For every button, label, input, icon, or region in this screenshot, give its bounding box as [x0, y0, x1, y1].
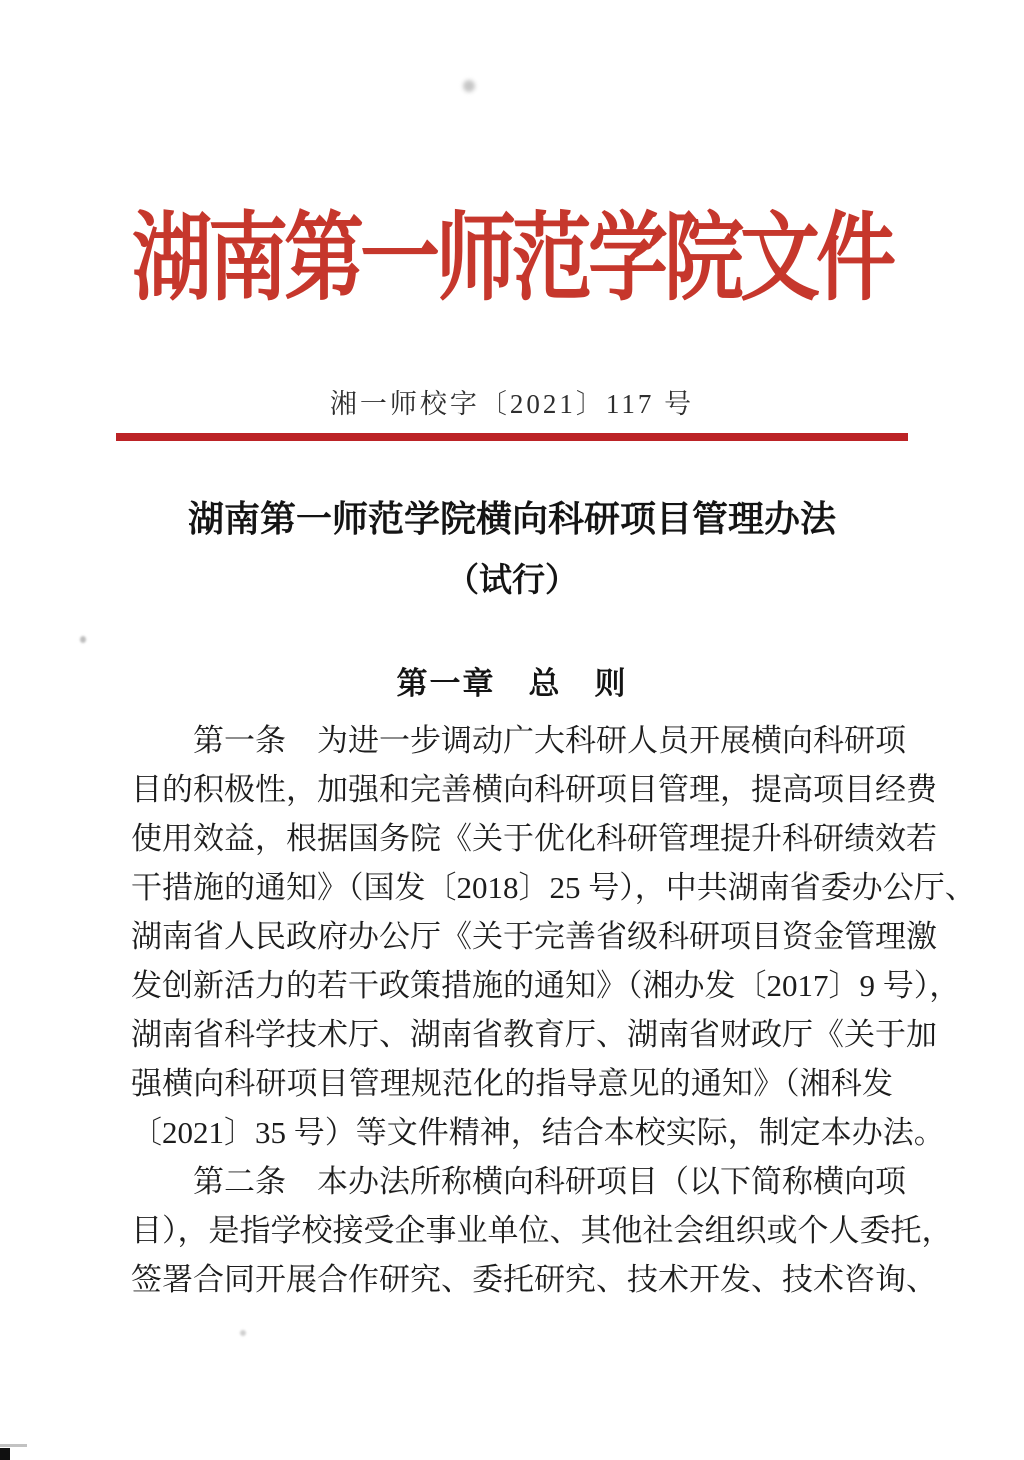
body-line: 签署合同开展合作研究、委托研究、技术开发、技术咨询、	[131, 1262, 937, 1297]
body-line: 第一条 为进一步调动广大科研人员开展横向科研项	[131, 723, 906, 758]
body-line: 使用效益，根据国务院《关于优化科研管理提升科研绩效若	[131, 821, 937, 856]
letterhead-org-title: 湖南第一师范学院文件	[132, 207, 892, 313]
body-line: 发创新活力的若干政策措施的通知》（湘办发〔2017〕9 号），	[131, 968, 961, 1003]
body-line: 湖南省科学技术厅、湖南省教育厅、湖南省财政厅《关于加	[131, 1017, 937, 1052]
body-line: 湖南省人民政府办公厅《关于完善省级科研项目资金管理激	[131, 919, 937, 954]
scan-speck	[463, 80, 475, 92]
body-line: 第二条 本办法所称横向科研项目（以下简称横向项	[131, 1164, 906, 1199]
scan-edge-artifact	[0, 1444, 27, 1447]
body-line: 干措施的通知》（国发〔2018〕25 号），中共湖南省委办公厅、	[131, 870, 976, 905]
document-body	[131, 716, 976, 1304]
body-line: 目的积极性，加强和完善横向科研项目管理，提高项目经费	[131, 772, 937, 807]
document-subtitle: （试行）	[446, 563, 578, 599]
body-line: 〔2021〕35 号）等文件精神，结合本校实际，制定本办法。	[131, 1115, 945, 1150]
scan-speck	[240, 1330, 246, 1336]
letterhead-red-rule	[116, 433, 908, 441]
document-title: 湖南第一师范学院横向科研项目管理办法	[187, 499, 836, 539]
document-reference-number: 湘一师校字〔2021〕117 号	[329, 389, 695, 419]
scan-speck	[80, 636, 86, 643]
scan-corner-mark	[0, 1448, 10, 1460]
body-line: 目），是指学校接受企事业单位、其他社会组织或个人委托，	[131, 1213, 953, 1248]
body-line: 强横向科研项目管理规范化的指导意见的通知》（湘科发	[131, 1066, 893, 1101]
chapter-heading: 第一章 总 则	[396, 666, 628, 701]
